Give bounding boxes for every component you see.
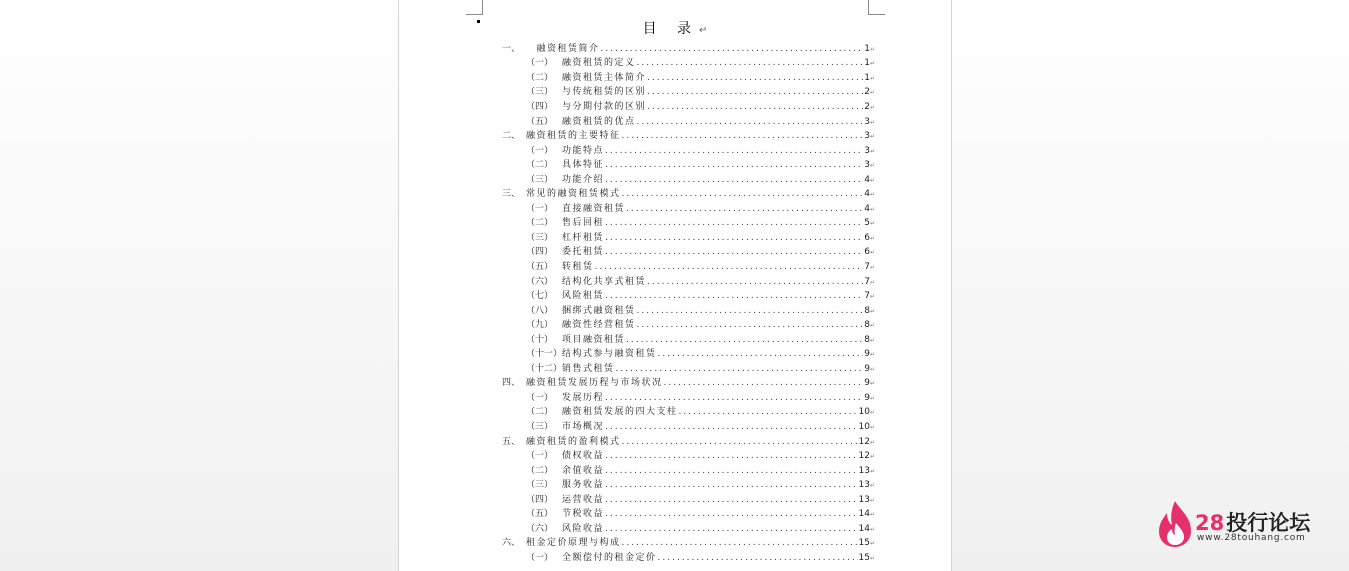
toc-entry-page: 2 ↵ [864,103,875,112]
toc-entry-number: 二、 [502,131,521,142]
toc-dot-leader [605,248,863,257]
toc-entry[interactable] [502,464,875,479]
toc-entry-page: 9 ↵ [864,365,875,374]
toc-entry-title: 全额偿付的租金定价 [562,552,657,563]
toc-entry-number: （二） [526,160,554,171]
toc-entry[interactable] [502,420,875,435]
toc-entry-page: 14 ↵ [859,510,875,519]
toc-entry-page: 8 ↵ [864,321,875,330]
toc-dot-leader [605,219,863,228]
toc-entry-number: （四） [526,247,554,258]
toc-dot-leader [637,59,864,68]
toc-entry-title: 结构式参与融资租赁 [562,349,657,360]
toc-entry-title: 直接融资租赁 [562,203,626,214]
toc-entry[interactable] [502,391,875,406]
toc-entry[interactable] [502,144,875,159]
toc-entry[interactable] [502,158,875,173]
toc-title: 目 录↵ [642,21,708,37]
toc-entry-page: 12 ↵ [859,438,875,447]
toc-entry[interactable] [502,100,875,115]
toc-entry-number: （一） [526,392,554,403]
toc-entry-page: 4 ↵ [864,190,875,199]
toc-entry-page: 13 ↵ [859,467,875,476]
toc-entry[interactable] [502,173,875,188]
toc-entry-page: 6 ↵ [864,234,875,243]
toc-entry[interactable] [502,202,875,217]
toc-entry-title: 转租赁 [562,261,594,272]
toc-entry-page: 13 ↵ [859,481,875,490]
toc-entry-number: 三、 [502,189,521,200]
toc-entry-page: 6 ↵ [864,248,875,257]
toc-dot-leader [626,205,863,214]
toc-entry[interactable] [502,347,875,362]
toc-entry-number: 一、 [502,43,521,54]
toc-entry-number: （十二） [526,363,563,374]
toc-entry[interactable] [502,275,875,290]
toc-dot-leader [647,74,863,83]
table-of-contents [502,42,875,566]
toc-dot-leader [637,321,864,330]
toc-entry-title: 融资租赁简介 [526,43,600,54]
toc-entry[interactable] [502,187,875,202]
toc-entry-page: 1 ↵ [864,45,875,54]
toc-entry-title: 捆绑式融资租赁 [562,305,636,316]
toc-entry-title: 发展历程 [562,392,605,403]
toc-entry-number: 五、 [502,436,521,447]
toc-entry-title: 与传统租赁的区别 [562,87,647,98]
toc-entry-page: 7 ↵ [864,263,875,272]
toc-entry-number: （三） [526,480,554,491]
toc-entry-title: 节税收益 [562,509,605,520]
toc-entry[interactable] [502,217,875,232]
brand-url: www.28touhang.com [1197,533,1306,543]
toc-entry[interactable] [502,231,875,246]
toc-entry[interactable] [502,406,875,421]
toc-entry[interactable] [502,508,875,523]
toc-entry-page: 15 ↵ [859,554,875,563]
toc-dot-leader [658,554,858,563]
toc-entry-title: 服务收益 [562,480,605,491]
document-page [398,0,952,571]
toc-entry-page: 7 ↵ [864,278,875,287]
toc-entry-page: 4 ↵ [864,176,875,185]
toc-dot-leader [622,438,858,447]
toc-entry-number: （四） [526,101,554,112]
toc-entry[interactable] [502,260,875,275]
toc-entry[interactable] [502,42,875,57]
toc-entry-page: 3 ↵ [864,161,875,170]
toc-entry-number: （九） [526,320,554,331]
toc-entry-title: 融资租赁主体简介 [562,72,647,83]
toc-entry-page: 2 ↵ [864,88,875,97]
toc-entry[interactable] [502,362,875,377]
watermark-logo [1155,497,1335,549]
toc-entry-page: 15 ↵ [859,539,875,548]
toc-entry-title: 运营收益 [562,494,605,505]
toc-entry-number: 四、 [502,378,521,389]
toc-entry-title: 杠杆租赁 [562,232,605,243]
toc-entry-title: 售后回租 [562,218,605,229]
toc-dot-leader [605,467,858,476]
toc-entry-page: 1 ↵ [864,59,875,68]
toc-dot-leader [605,423,858,432]
toc-dot-leader [605,525,858,534]
toc-entry-title: 风险收益 [562,523,605,534]
toc-entry-number: （一） [526,552,554,563]
brand-name: 28投行论坛 [1195,511,1311,535]
toc-entry-page: 9 ↵ [864,394,875,403]
toc-entry-number: （五） [526,261,554,272]
toc-entry-title: 与分期付款的区别 [562,101,647,112]
toc-entry-title: 融资租赁的盈利模式 [526,436,621,447]
toc-entry[interactable] [502,551,875,566]
toc-dot-leader [605,481,858,490]
toc-entry-page: 10 ↵ [859,408,875,417]
toc-entry-number: （一） [526,145,554,156]
toc-entry[interactable] [502,246,875,261]
toc-dot-leader [647,88,863,97]
toc-dot-leader [616,365,864,374]
toc-dot-leader [679,408,858,417]
toc-entry[interactable] [502,449,875,464]
toc-entry-title: 委托租赁 [562,247,605,258]
toc-dot-leader [658,350,864,359]
toc-dot-leader [647,103,863,112]
toc-entry[interactable] [502,333,875,348]
toc-entry-title: 结构化共享式租赁 [562,276,647,287]
toc-entry-number: （十） [526,334,554,345]
toc-entry[interactable] [502,493,875,508]
toc-entry-number: 六、 [502,538,521,549]
toc-dot-leader [605,292,863,301]
toc-entry-title: 销售式租赁 [562,363,615,374]
toc-entry-number: （三） [526,232,554,243]
toc-entry-number: （六） [526,276,554,287]
toc-entry-number: （八） [526,305,554,316]
toc-entry-title: 风险租赁 [562,291,605,302]
toc-entry-title: 租金定价原理与构成 [526,538,621,549]
toc-dot-leader [622,132,864,141]
toc-entry[interactable] [502,522,875,537]
toc-entry-page: 12 ↵ [859,452,875,461]
toc-entry-title: 功能特点 [562,145,605,156]
toc-entry-page: 8 ↵ [864,307,875,316]
toc-entry-title: 融资租赁的优点 [562,116,636,127]
toc-entry-number: （四） [526,494,554,505]
toc-entry-number: （七） [526,291,554,302]
toc-entry-title: 项目融资租赁 [562,334,626,345]
toc-dot-leader [637,307,864,316]
toc-entry-page: 7 ↵ [864,292,875,301]
toc-entry[interactable] [502,71,875,86]
toc-entry-page: 9 ↵ [864,379,875,388]
toc-entry-number: （二） [526,407,554,418]
toc-entry[interactable] [502,289,875,304]
toc-entry-page: 3 ↵ [864,147,875,156]
toc-dot-leader [601,45,864,54]
toc-entry[interactable] [502,115,875,130]
toc-entry-page: 3 ↵ [864,118,875,127]
toc-dot-leader [622,539,858,548]
toc-entry[interactable] [502,57,875,72]
toc-entry-title: 余值收益 [562,465,605,476]
toc-dot-leader [637,118,864,127]
toc-entry-number: （一） [526,451,554,462]
toc-dot-leader [605,234,863,243]
toc-entry-title: 融资租赁的主要特征 [526,131,621,142]
toc-entry[interactable] [502,318,875,333]
toc-entry-page: 5 ↵ [864,219,875,228]
toc-entry-number: （三） [526,421,554,432]
toc-entry-page: 1 ↵ [864,74,875,83]
toc-entry-page: 8 ↵ [864,336,875,345]
crop-mark-left [466,0,483,15]
toc-dot-leader [605,496,858,505]
toc-dot-leader [605,147,863,156]
toc-entry-title: 债权收益 [562,451,605,462]
toc-entry-number: （二） [526,218,554,229]
toc-entry-page: 9 ↵ [864,350,875,359]
toc-entry-title: 融资租赁发展的四大支柱 [562,407,678,418]
toc-dot-leader [622,190,864,199]
toc-dot-leader [605,176,863,185]
toc-entry-number: （三） [526,87,554,98]
toc-entry-number: （六） [526,523,554,534]
toc-entry-page: 3 ↵ [864,132,875,141]
toc-entry-number: （五） [526,116,554,127]
toc-entry[interactable] [502,377,875,392]
toc-entry-title: 融资租赁的定义 [562,58,636,69]
toc-entry-page: 14 ↵ [859,525,875,534]
toc-entry[interactable] [502,478,875,493]
toc-entry-number: （五） [526,509,554,520]
toc-dot-leader [595,263,864,272]
toc-entry-number: （一） [526,58,554,69]
flame-icon [1155,499,1195,549]
toc-dot-leader [626,336,863,345]
toc-dot-leader [647,278,863,287]
toc-dot-leader [605,510,858,519]
toc-dot-leader [605,452,858,461]
toc-entry-title: 融资性经营租赁 [562,320,636,331]
toc-entry-number: （三） [526,174,554,185]
toc-entry[interactable] [502,304,875,319]
toc-dot-leader [605,394,863,403]
toc-entry[interactable] [502,129,875,144]
toc-entry[interactable] [502,435,875,450]
toc-entry-number: （二） [526,465,554,476]
toc-entry[interactable] [502,537,875,552]
toc-entry-page: 10 ↵ [859,423,875,432]
toc-entry-title: 功能介绍 [562,174,605,185]
toc-dot-leader [664,379,864,388]
toc-entry-number: （十一） [526,349,563,360]
toc-entry-number: （二） [526,72,554,83]
toc-entry-page: 13 ↵ [859,496,875,505]
toc-entry-title: 融资租赁发展历程与市场状况 [526,378,663,389]
toc-entry[interactable] [502,86,875,101]
toc-entry-title: 具体特征 [562,160,605,171]
toc-entry-title: 常见的融资租赁模式 [526,189,621,200]
toc-entry-number: （一） [526,203,554,214]
toc-entry-page: 4 ↵ [864,205,875,214]
crop-mark-right [868,0,885,15]
toc-entry-title: 市场概况 [562,421,605,432]
toc-dot-leader [605,161,863,170]
